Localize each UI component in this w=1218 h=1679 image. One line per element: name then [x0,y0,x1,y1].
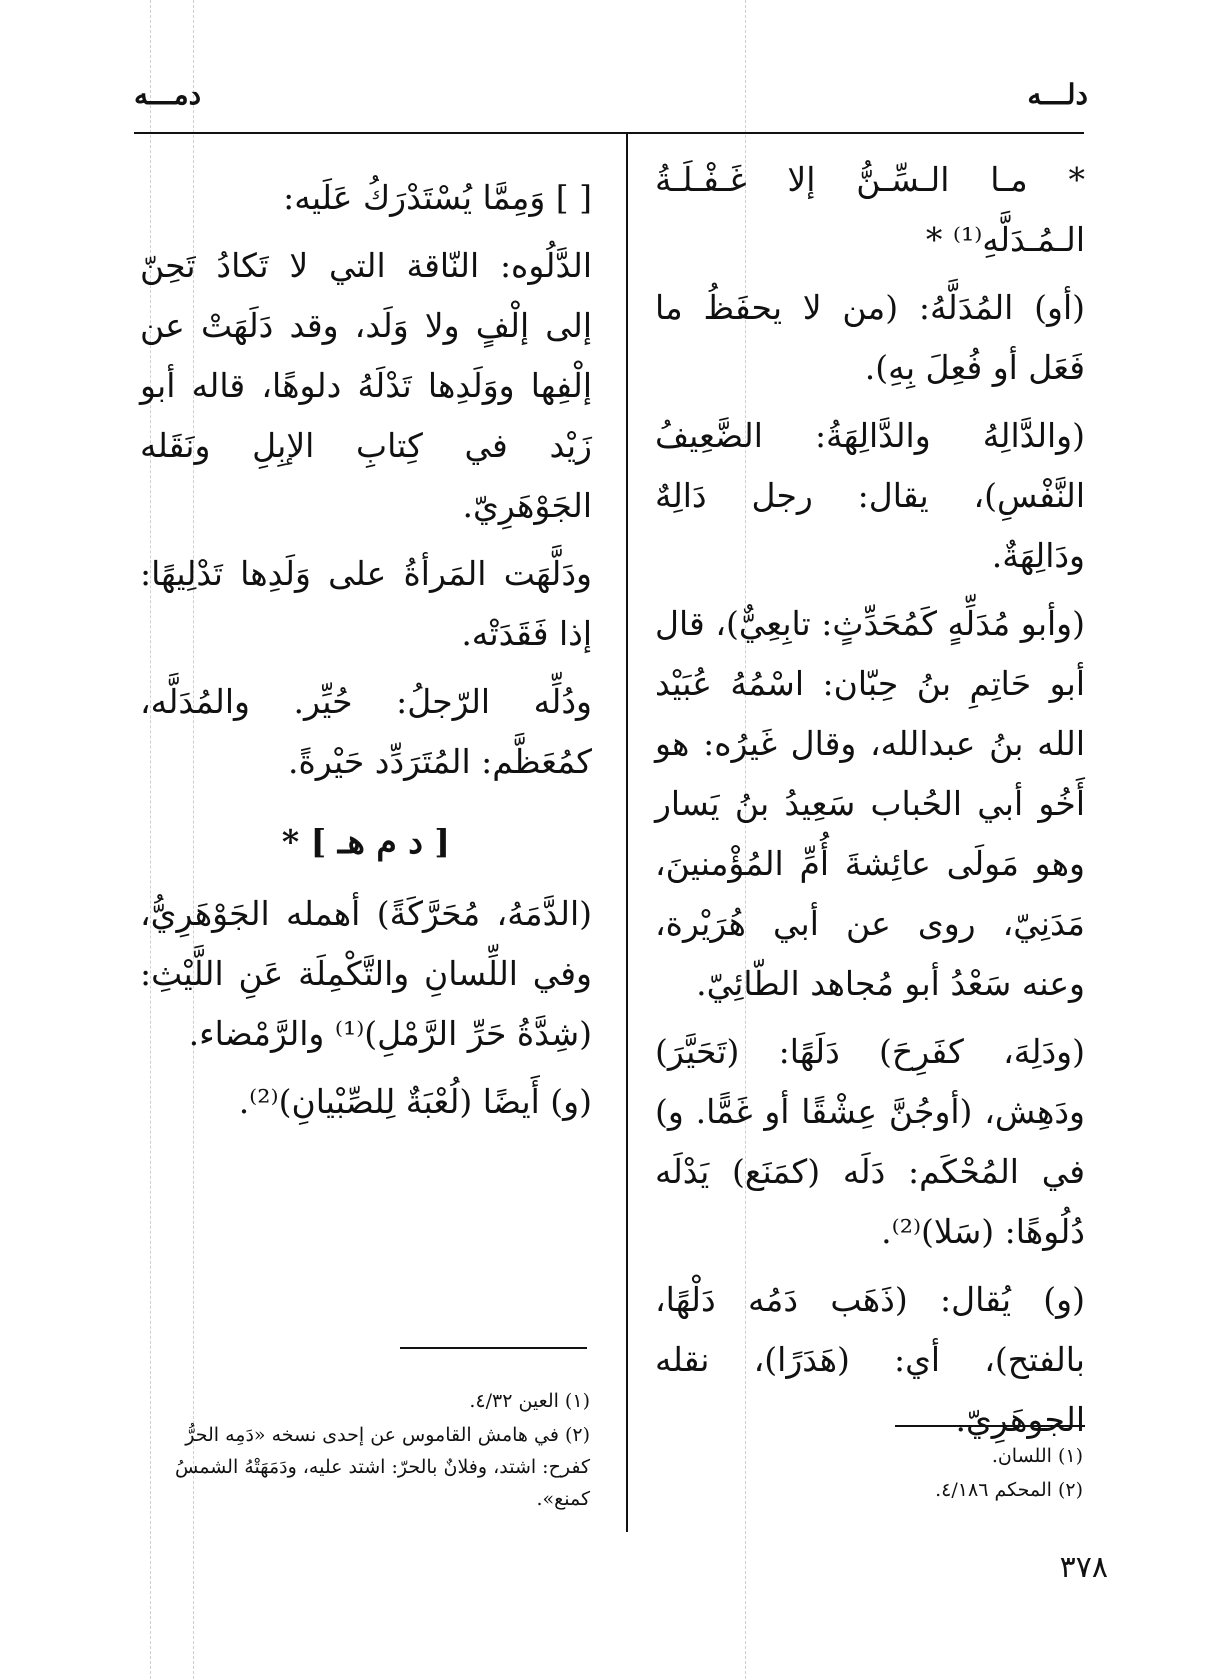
entry-heading: [ د م هـ ] * [281,822,451,861]
footnote: (١) العين ٤/٣٢. [469,1390,590,1412]
paragraph: [ ] وَمِمَّا يُسْتَدْرَكُ عَلَيه: [283,178,592,217]
column-divider [626,132,628,1532]
right-column [655,150,1085,1458]
paragraph: (الدَّمَهُ، مُحَرَّكَةً) أهمله الجَوْهَرِيُّ، وفي اللِّسانِ والتَّكْمِلَة عَنِ اللَّيْثِ: (شِدَّةُ حَرِّ الرَّمْلِ)⁽¹⁾ والرَّمْضاء. [140,894,592,1053]
paragraph: (والدَّالِهُ والدَّالِهَةُ: الضَّعِيفُ النَّفْسِ)، يقال: رجل دَالِهٌ ودَالِهَةٌ. [655,416,1085,575]
header-left-word: دمـــه [134,78,202,111]
right-footnotes [653,1440,1083,1508]
paragraph: ودُلِّه الرّجلُ: حُيِّر. والمُدَلَّه، كمُعَظَّم: المُتَرَدِّد حَيْرةً. [140,682,592,781]
footnote: (٢) المحكم ٤/١٨٦. [935,1479,1083,1501]
paragraph: (و) أَيضًا (لُعْبَةٌ لِلصِّبْيانِ)⁽²⁾. [238,1082,592,1121]
paragraph: (أو) المُدَلَّهُ: (من لا يحفَظُ ما فَعَل أو فُعِلَ بِهِ). [655,288,1085,387]
header-right-word: دلـــه [1027,78,1088,111]
footnote: (٢) في هامش القاموس عن إحدى نسخه «دَمِه الحرُّ كفرح: اشتد، وفلانٌ بالحرّ: اشتد عليه، ودَمَهَتْهُ الشمسُ كمنع». [175,1424,590,1510]
left-footnotes [140,1385,590,1517]
footnote-rule [895,1425,1085,1427]
paragraph: (ودَلِهَ، كفَرِحَ) دَلَهًا: (تَحَيَّرَ) ودَهِش، (أوجُنَّ عِشْقًا أو غَمًّا. و) في المُحْكَم: دَلَه (كمَنَع) يَدْلَه دُلُوهًا: (سَلا)⁽²⁾. [655,1032,1085,1251]
paragraph: (وأبو مُدَلِّهٍ كَمُحَدِّثٍ: تابِعِيٌّ)، قال أبو حَاتِمِ بنُ حِبّان: اسْمُهُ عُبَيْد الله بنُ عبدالله، وقال غَيرُه: هو أَخُو أبي الحُباب سَعِيدُ بنُ يَسار وهو مَولَى عائِشةَ أُمِّ المُؤْمنينَ، مَدَنِيّ، روى عن أبي هُرَيْرة، وعنه سَعْدُ أبو مُجاهد الطّائِيّ. [655,604,1085,1003]
header-rule [134,132,1084,134]
footnote: (١) اللسان. [991,1445,1083,1467]
paragraph: ودَلَّهَت المَرأةُ على وَلَدِها تَدْلِيهًا: إذا فَقَدَتْه. [140,554,592,653]
paragraph: الدَّلُوه: النّاقة التي لا تَكادُ تَحِنّ إلى إلْفٍ ولا وَلَد، وقد دَلَهَتْ عن إلْفِها ووَلَدِها تَدْلَهُ دلوهًا، قاله أبو زَيْد في كِتابِ الإبِلِ ونَقَله الجَوْهَرِيّ. [140,246,592,525]
left-column [140,168,592,1140]
paragraph: * مـا الـسِّـنُّ إلا غَـفْـلَـةُ الـمُـدَلَّهِ⁽¹⁾ * [655,160,1085,259]
paragraph: (و) يُقال: (ذَهَب دَمُه دَلْهًا، بالفتح)، أي: (هَدَرًا)، نقله الجوهَرِيّ. [655,1280,1085,1439]
footnote-rule [400,1347,587,1349]
page-number: ٣٧٨ [1059,1550,1108,1585]
